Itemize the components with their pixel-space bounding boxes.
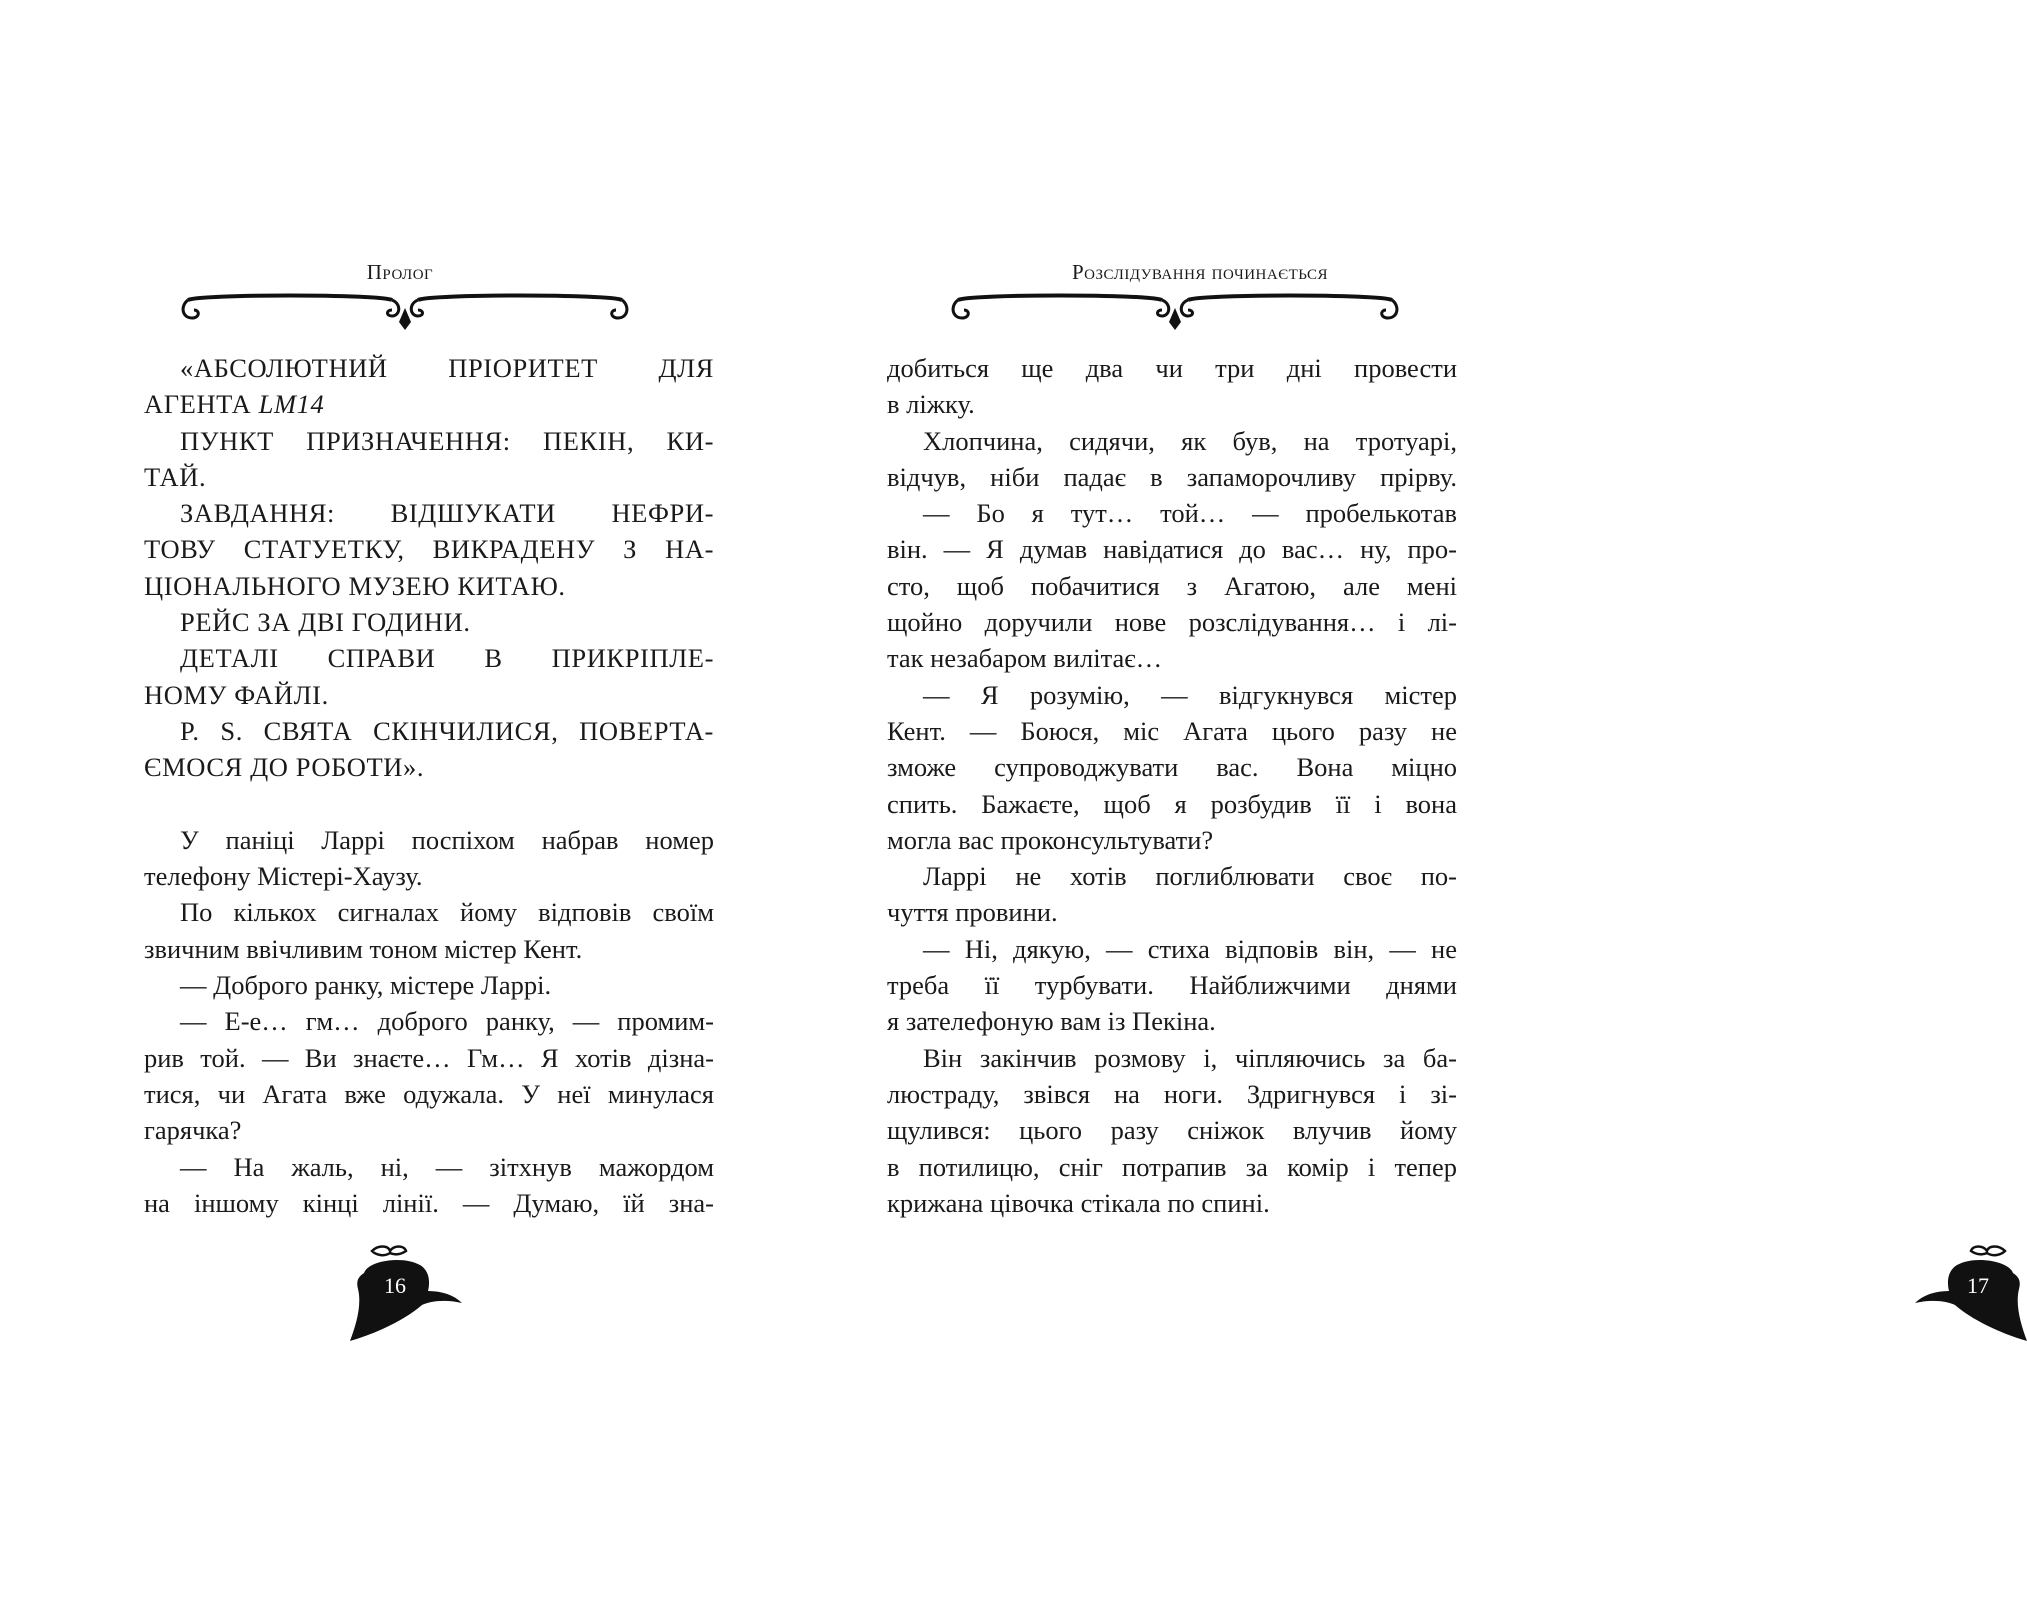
text-line: крижана цівочка стікала по спині. — [887, 1187, 1270, 1218]
text-line: на іншому кінці лінії. — Думаю, їй зна- — [144, 1187, 714, 1218]
text-line: Він закінчив розмову і, чіпляючись за ба- — [923, 1042, 1457, 1073]
text-line: По кількох сигналах йому відповів своїм — [180, 897, 714, 928]
page-number: 17 — [1967, 1273, 1989, 1298]
text-line: зможе супроводжувати вас. Вона міцно — [887, 752, 1457, 783]
text-line: ТОВУ СТАТУЕТКУ, ВИКРАДЕНУ З НА- — [144, 534, 714, 565]
paragraph-gap — [144, 786, 714, 822]
text-line: ЄМОСЯ ДО РОБОТИ». — [144, 752, 425, 783]
text-line: щойно доручили нове розслідування… і лі- — [887, 607, 1457, 638]
text-line: в потилицю, сніг потрапив за комір і тепер — [887, 1151, 1457, 1182]
body-text — [144, 350, 714, 1221]
text-line: рив той. — Ви знаєте… Гм… Я хотів дізна- — [144, 1042, 714, 1073]
text-line: «АБСОЛЮТНИЙ ПРІОРИТЕТ ДЛЯ — [180, 353, 714, 383]
text-line: звичним ввічливим тоном містер Кент. — [144, 933, 583, 964]
text-run: АГЕНТА — [144, 389, 259, 420]
text-line: так незабаром вилітає… — [887, 643, 1163, 674]
text-line: — Доброго ранку, містере Ларрі. — [180, 970, 552, 1001]
text-line: треба її турбувати. Найближчими днями — [887, 970, 1457, 1001]
text-line: щулився: цього разу сніжок влучив йому — [887, 1115, 1457, 1146]
ornament-divider — [950, 292, 1400, 332]
text-line: ЦІОНАЛЬНОГО МУЗЕЮ КИТАЮ. — [144, 570, 566, 601]
text-line: — На жаль, ні, — зітхнув мажордом — [180, 1151, 714, 1182]
text-line: РЕЙС ЗА ДВІ ГОДИНИ. — [180, 607, 471, 638]
text-line: телефону Містері-Хаузу. — [144, 861, 423, 892]
text-line: ДЕТАЛІ СПРАВИ В ПРИКРІПЛЕ- — [180, 643, 714, 674]
agent-code: LM14 — [258, 389, 325, 420]
page-number: 16 — [384, 1273, 406, 1298]
text-line: добиться ще два чи три дні провести — [887, 353, 1457, 383]
text-line: могла вас проконсультувати? — [887, 824, 1214, 855]
text-line: ЗАВДАННЯ: ВІДШУКАТИ НЕФРИ- — [180, 498, 714, 529]
body-text — [887, 350, 1457, 1221]
text-line: сто, щоб побачитися з Агатою, але мені — [887, 570, 1457, 601]
running-head: Розслідування починається — [1071, 260, 1329, 284]
text-line: люстраду, звівся на ноги. Здригнувся і зі- — [887, 1078, 1457, 1109]
text-line: — Бо я тут… той… — пробелькотав — [923, 498, 1457, 529]
folio-hat-icon — [1907, 1243, 2027, 1348]
text-line: — Ні, дякую, — стиха відповів він, — не — [923, 933, 1457, 964]
text-line: чуття провини. — [887, 897, 1058, 928]
text-line: спить. Бажаєте, щоб я розбудив її і вона — [887, 788, 1457, 819]
ornament-divider — [180, 292, 630, 332]
text-line: тися, чи Агата вже одужала. У неї минулася — [144, 1078, 714, 1109]
text-line: P. S. СВЯТА СКІНЧИЛИСЯ, ПОВЕРТА- — [180, 715, 714, 746]
text-line: Ларрі не хотів поглиблювати своє по- — [923, 861, 1457, 892]
text-line: Хлопчина, сидячи, як був, на тротуарі, — [923, 425, 1457, 456]
text-line: — Я розумію, — відгукнувся містер — [923, 679, 1457, 710]
folio-hat-icon — [350, 1243, 470, 1348]
text-line: ПУНКТ ПРИЗНАЧЕННЯ: ПЕКІН, КИ- — [180, 425, 714, 456]
text-line — [144, 386, 714, 422]
text-line: НОМУ ФАЙЛІ. — [144, 679, 329, 710]
text-line: в ліжку. — [887, 389, 975, 420]
text-line: ТАЙ. — [144, 461, 207, 492]
right-page — [800, 0, 1989, 1600]
text-line: відчув, ніби падає в запаморочливу прірву. — [887, 461, 1457, 492]
left-page — [0, 0, 800, 1600]
text-line: У паніці Ларрі поспіхом набрав номер — [180, 824, 714, 855]
running-head: Пролог — [366, 260, 434, 284]
text-line: — Е-е… гм… доброго ранку, — промим- — [180, 1006, 714, 1037]
text-line: Кент. — Боюся, міс Агата цього разу не — [887, 715, 1457, 746]
deerstalker-hat-icon — [350, 1243, 470, 1343]
text-line: гарячка? — [144, 1115, 242, 1146]
text-line: він. — Я думав навідатися до вас… ну, про- — [887, 534, 1457, 565]
text-line: я зателефоную вам із Пекіна. — [887, 1006, 1216, 1037]
